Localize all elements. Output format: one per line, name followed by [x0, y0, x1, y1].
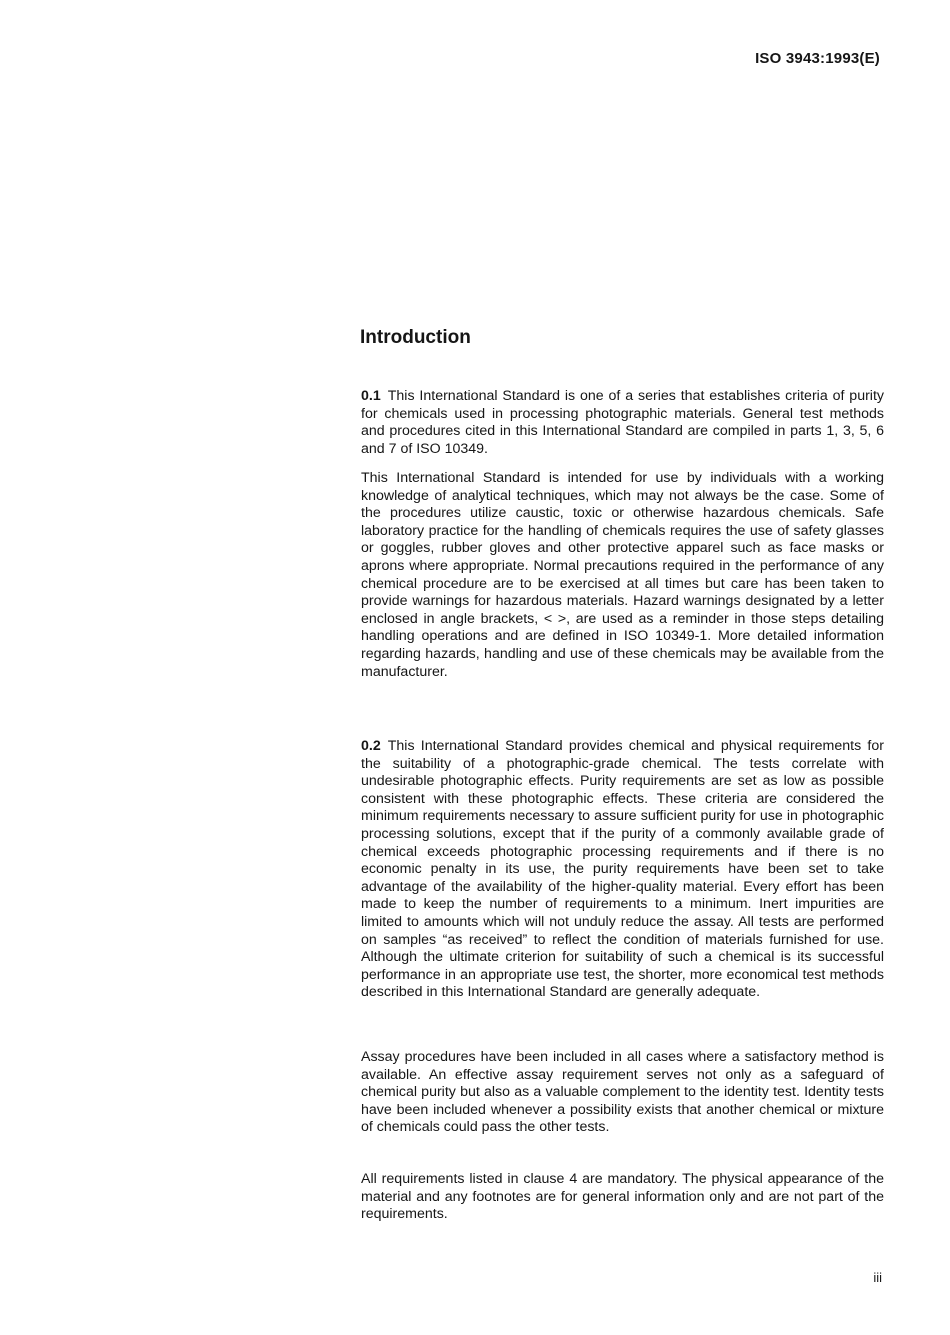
- paragraph-0-2-a: [361, 738, 884, 1002]
- paragraph-0-1-a: [361, 388, 884, 458]
- page-number: iii: [873, 1270, 882, 1285]
- paragraph-0-2-b: Assay procedures have been included in all cases where a satisfactory method is available. An effective assay requirement serves not only as a safeguard of chemical purity but also as a valuable complement to the identity test. Identity tests have been included whenever a possibility exists that another chemical or mixture of chemicals could pass the other tests.: [361, 1049, 884, 1136]
- clause-number-0-2: 0.2: [361, 738, 381, 754]
- document-id: ISO 3943:1993(E): [755, 50, 880, 67]
- section-title: Introduction: [360, 327, 471, 348]
- paragraph-text: This International Standard is one of a series that establishes criteria of purity for chemicals used in processing photographic materials. General test methods and procedures cited in this International Standard are compiled in parts 1, 3, 5, 6 and 7 of ISO 10349.: [361, 388, 884, 457]
- paragraph-0-1-b: This International Standard is intended for use by individuals with a working knowledge of analytical techniques, which may not always be the case. Some of the procedures utilize caustic, toxic or otherwise hazardous chemicals. Safe laboratory practice for the handling of chemicals requires the use of safety glasses or goggles, rubber gloves and other protective apparel such as face masks or aprons where appropriate. Normal precautions required in the performance of any chemical procedure are to be exercised at all times but care has been taken to provide warnings for hazardous materials. Hazard warnings designated by a letter enclosed in angle brackets, < >, are used as a reminder in those steps detailing handling operations and are defined in ISO 10349-1. More detailed information regarding hazards, handling and use of these chemicals may be available from the manufacturer.: [361, 470, 884, 680]
- paragraph-0-2-c: All requirements listed in clause 4 are mandatory. The physical appearance of the material and any footnotes are for general information only and are not part of the requirements.: [361, 1171, 884, 1223]
- clause-number-0-1: 0.1: [361, 388, 381, 404]
- paragraph-text: This International Standard provides chemical and physical requirements for the suitability of a photographic-grade chemical. The tests correlate with undesirable photographic effects. Purity requirements are set as low as possible consistent with these photographic effects. These criteria are considered the minimum requirements necessary to assure sufficient purity for use in photographic processing solutions, except that if the purity of a commonly available grade of chemical exceeds photographic processing requirements and if there is no economic penalty in its use, the purity requirements have been set to take advantage of the availability of the higher-quality material. Every effort has been made to keep the number of requirements to a minimum. Inert impurities are limited to amounts which will not unduly reduce the assay. All tests are performed on samples “as received” to reflect the condition of materials furnished for use. Although the ultimate criterion for suitability of such a chemical is its successful performance in an appropriate use test, the shorter, more economical test methods described in this International Standard are generally adequate.: [361, 738, 884, 1001]
